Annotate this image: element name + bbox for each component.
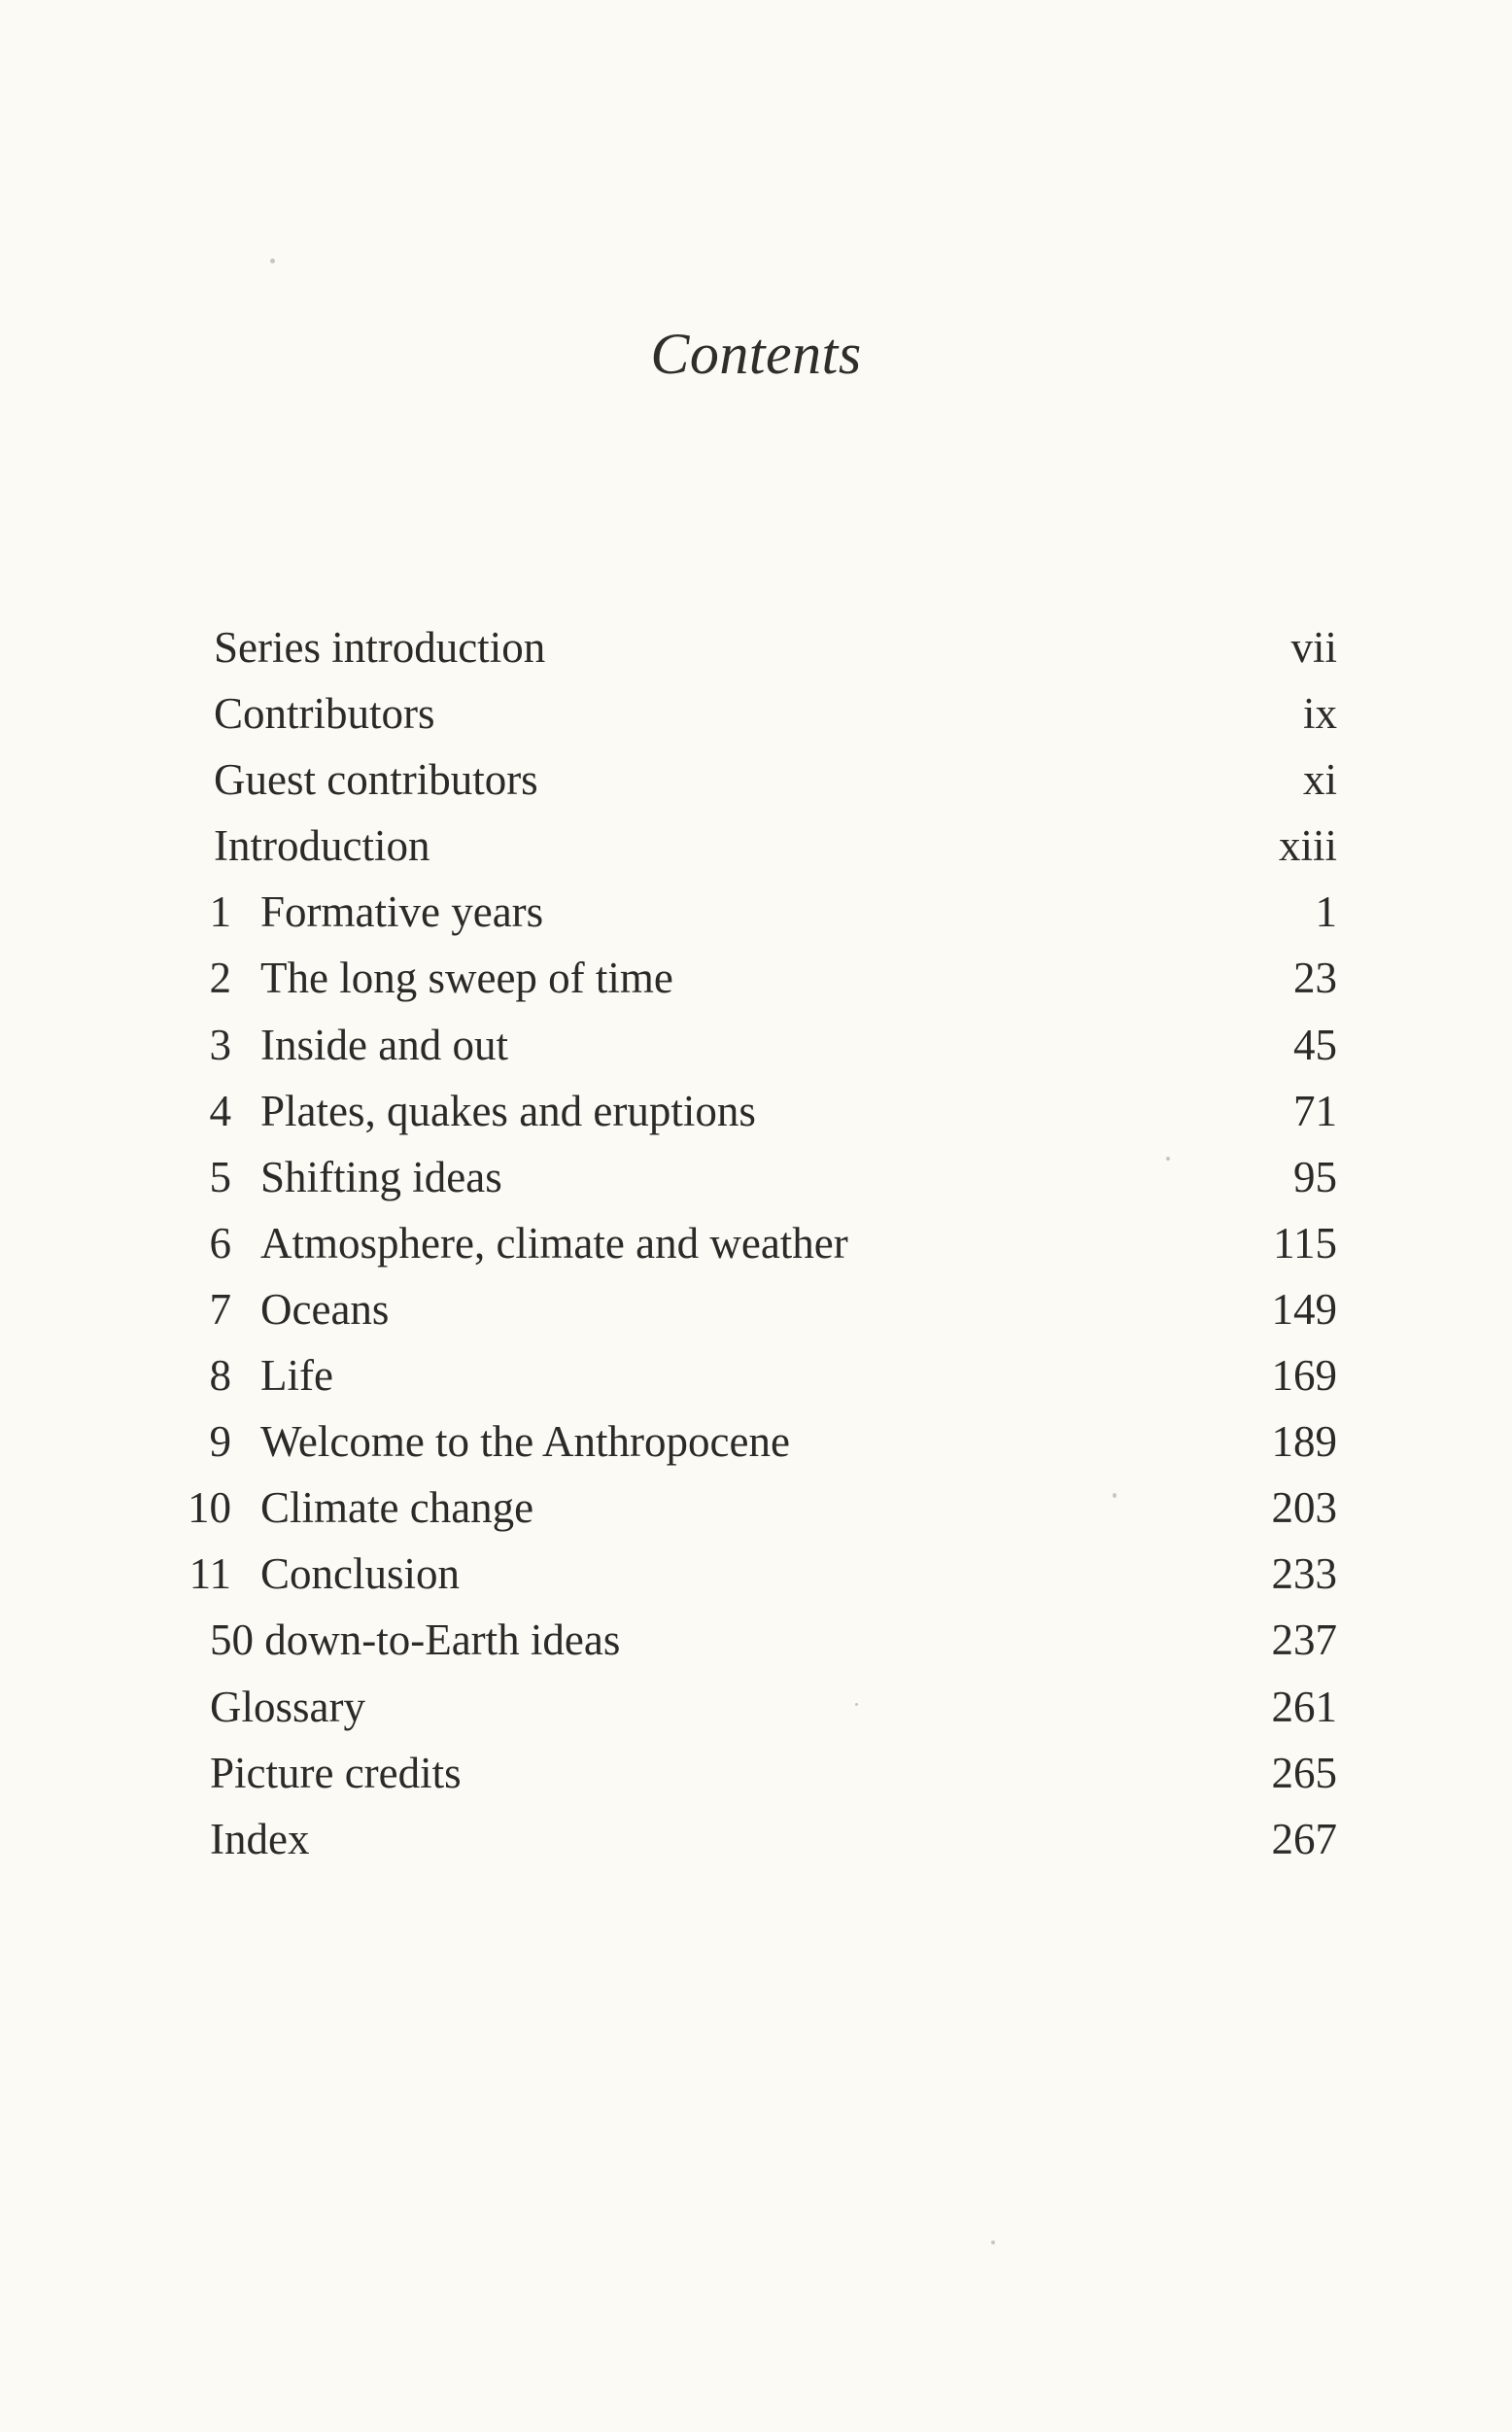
toc-entry-page: 71 — [1293, 1086, 1337, 1135]
toc-entry — [175, 1545, 1337, 1611]
toc-entry — [175, 1148, 1337, 1214]
toc-entry-page: xi — [1302, 755, 1337, 805]
toc-entry-number: 3 — [209, 1020, 231, 1069]
toc-entry — [175, 1412, 1337, 1478]
toc-entry — [175, 1280, 1337, 1346]
toc-entry-number: 6 — [209, 1218, 231, 1268]
toc-entry — [175, 1214, 1337, 1280]
toc-entry — [175, 816, 1337, 883]
toc-entry-title: Picture credits — [210, 1748, 462, 1797]
toc-entry-number: 8 — [209, 1351, 231, 1401]
toc-entry-page: 1 — [1315, 887, 1337, 937]
toc-entry-title: Conclusion — [260, 1549, 461, 1599]
toc-entry-title: Life — [260, 1351, 333, 1401]
toc-entry-page: 169 — [1271, 1351, 1337, 1401]
toc-entry — [175, 618, 1337, 684]
toc-entry — [175, 1810, 1337, 1876]
toc-entry-page: 267 — [1271, 1814, 1337, 1863]
toc-entry-title: Series introduction — [214, 623, 546, 672]
toc-entry-number: 10 — [188, 1483, 231, 1533]
toc-entry-title: The long sweep of time — [260, 954, 673, 1003]
toc-entry-number: 7 — [209, 1284, 231, 1334]
scan-speck — [1113, 1493, 1117, 1498]
toc-entry — [175, 750, 1337, 816]
toc-entry-page: 237 — [1271, 1616, 1337, 1665]
toc-entry-number: 1 — [209, 887, 231, 937]
toc-entry-page: 149 — [1271, 1284, 1337, 1334]
toc-entry-number: 4 — [209, 1086, 231, 1135]
toc-entry-page: 45 — [1293, 1020, 1337, 1069]
toc-entry-page: ix — [1302, 689, 1337, 739]
toc-entry-title: Index — [210, 1814, 310, 1863]
toc-entry — [175, 1478, 1337, 1545]
toc-entry-title: Climate change — [260, 1483, 534, 1533]
toc-entry-page: 23 — [1293, 954, 1337, 1003]
toc-entry-number: 11 — [189, 1549, 231, 1599]
toc-entry-title: Inside and out — [260, 1020, 508, 1069]
toc-entry-page: 233 — [1271, 1549, 1337, 1599]
toc-entry-title: Formative years — [260, 887, 544, 937]
toc-entry-page: 265 — [1271, 1748, 1337, 1797]
toc-entry-number: 2 — [209, 954, 231, 1003]
toc-entry-title: Oceans — [260, 1284, 390, 1334]
toc-entry-title: Plates, quakes and eruptions — [260, 1086, 756, 1135]
toc-entry — [175, 1346, 1337, 1412]
scan-speck — [1166, 1157, 1170, 1161]
toc-entry-page: 203 — [1271, 1483, 1337, 1533]
toc-entry-number: 9 — [209, 1417, 231, 1467]
toc-entry-title: 50 down-to-Earth ideas — [210, 1616, 621, 1665]
toc-entry-title: Contributors — [214, 689, 435, 739]
toc-entry — [175, 1016, 1337, 1082]
toc-entry — [175, 684, 1337, 750]
toc-entry-page: 189 — [1271, 1417, 1337, 1467]
toc-entry-number: 5 — [209, 1152, 231, 1201]
scan-speck — [991, 2241, 995, 2244]
toc-entry-title: Introduction — [214, 821, 430, 871]
page-title: Contents — [650, 322, 862, 386]
toc-entry — [175, 1744, 1337, 1810]
toc-entry-page: 95 — [1293, 1152, 1337, 1201]
scan-speck — [855, 1703, 858, 1706]
toc-entry-page: vii — [1290, 623, 1337, 672]
toc-entry-title: Glossary — [210, 1682, 365, 1731]
toc-entry — [175, 1678, 1337, 1744]
toc-entry-title: Shifting ideas — [260, 1152, 502, 1201]
toc-entry — [175, 883, 1337, 949]
toc-entry-page: 115 — [1273, 1218, 1337, 1268]
toc-entry — [175, 1611, 1337, 1677]
toc-entry-title: Guest contributors — [214, 755, 538, 805]
scan-speck — [270, 259, 275, 263]
toc-entry-title: Welcome to the Anthropocene — [260, 1417, 790, 1467]
toc-entry-title: Atmosphere, climate and weather — [260, 1218, 848, 1268]
toc-entry — [175, 1082, 1337, 1148]
toc-entry-page: xiii — [1278, 821, 1337, 871]
toc-entry — [175, 949, 1337, 1015]
toc-entry-page: 261 — [1271, 1682, 1337, 1731]
table-of-contents — [175, 618, 1337, 1876]
